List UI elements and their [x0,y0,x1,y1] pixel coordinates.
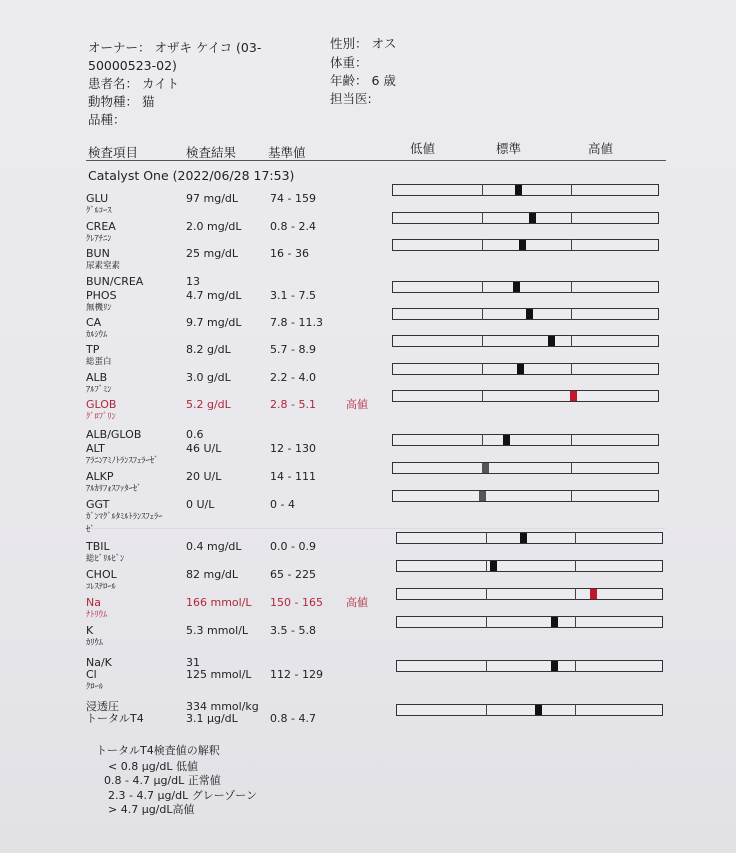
test-code: GGT [86,498,110,511]
value-marker [551,661,558,671]
test-code: PHOS [86,289,117,302]
range-bar [392,239,659,251]
reference-range: 74 - 159 [270,192,316,205]
range-bar [392,184,659,196]
test-result: 166 mmol/L [186,596,252,609]
range-bar-divider [486,660,487,672]
test-code: ALB [86,371,108,384]
value-marker [513,282,520,292]
range-bar-divider [482,239,483,251]
test-name: 尿素窒素 [86,261,121,271]
test-result: 125 mmol/L [186,668,252,681]
value-marker [535,705,542,715]
test-result: 2.0 mg/dL [186,220,242,233]
reference-range: 0.8 - 2.4 [270,220,316,233]
test-name: ﾅﾄﾘｳﾑ [86,610,108,620]
test-result: 334 mmol/kg [186,700,259,713]
range-bar [392,335,659,347]
test-name: ｱﾗﾆﾝｱﾐﾉﾄﾗﾝｽﾌｪﾗｰｾﾞ [86,456,159,466]
test-name: ｸﾞﾙｺｰｽ [86,206,112,216]
range-bar-divider [575,532,576,544]
range-bar-divider [482,184,483,196]
test-code: CHOL [86,568,117,581]
range-bar-divider [575,660,576,672]
value-marker [548,336,555,346]
test-code: Na [86,596,101,609]
t4-note-line: < 0.8 µg/dL 低値 [108,760,198,773]
reference-range: 0.8 - 4.7 [270,712,316,725]
test-code: BUN/CREA [86,275,144,288]
test-result: 9.7 mg/dL [186,316,242,329]
range-bar-divider [482,335,483,347]
range-bar [396,560,663,572]
patient-name: 患者名： カイト [88,76,180,91]
range-bar [392,308,659,320]
t4-note-line: 0.8 - 4.7 µg/dL 正常値 [104,774,221,787]
test-result: 0 U/L [186,498,215,511]
reference-range: 0.0 - 0.9 [270,540,316,553]
paper-fold [86,528,666,529]
range-bar-divider [571,308,572,320]
reference-range: 7.8 - 11.3 [270,316,323,329]
test-name: ｺﾚｽﾃﾛｰﾙ [86,582,116,592]
range-bar-divider [482,390,483,402]
value-marker [515,185,522,195]
value-marker [520,533,527,543]
test-name: ｶﾘｳﾑ [86,638,104,648]
t4-note-title: トータルT4検査値の解釈 [96,744,220,757]
range-bar [392,212,659,224]
range-bar-divider [482,212,483,224]
value-marker [529,213,536,223]
value-marker [479,491,486,501]
test-code: K [86,624,94,637]
test-result: 0.4 mg/dL [186,540,242,553]
test-code: ALB/GLOB [86,428,142,441]
test-result: 5.3 mmol/L [186,624,249,637]
test-result: 31 [186,656,200,669]
test-name: ｸﾚｱﾁﾆﾝ [86,234,112,244]
reference-range: 65 - 225 [270,568,316,581]
range-bar-divider [571,239,572,251]
high-flag: 高値 [346,398,368,411]
test-code: GLOB [86,398,117,411]
range-bar-divider [486,704,487,716]
test-result: 0.6 [186,428,204,441]
t4-note-line: 2.3 - 4.7 µg/dL グレーゾーン [108,789,258,802]
test-name: 無機ﾘﾝ [86,303,112,313]
reference-range: 0 - 4 [270,498,295,511]
reference-range: 5.7 - 8.9 [270,343,316,356]
reference-range: 12 - 130 [270,442,316,455]
range-bar [396,616,663,628]
test-name: ｶﾞﾝﾏｸﾞﾙﾀﾐﾙﾄﾗﾝｽﾌｪﾗｰ [86,512,163,522]
range-bar-divider [575,704,576,716]
test-code: GLU [86,192,109,205]
range-bar-divider [482,308,483,320]
test-code: 浸透圧 [86,700,119,713]
range-bar-divider [486,588,487,600]
section-title: Catalyst One (2022/06/28 17:53) [88,168,295,183]
owner-label: オーナー： オザキ ケイコ (03- [88,40,262,55]
range-bar-divider [571,212,572,224]
range-bar [396,532,663,544]
reference-range: 150 - 165 [270,596,323,609]
range-bar-divider [571,184,572,196]
col-item: 検査項目 [88,145,139,160]
test-name: ｱﾙｶﾘﾌｫｽﾌｧﾀｰｾﾞ [86,484,142,494]
t4-note-line: > 4.7 µg/dL高値 [108,803,195,816]
test-result: 4.7 mg/dL [186,289,242,302]
value-marker [490,561,497,571]
range-bar-divider [486,532,487,544]
range-bar-divider [571,363,572,375]
test-code: TP [86,343,100,356]
age: 年齢： 6 歳 [330,73,396,88]
attending-vet: 担当医: [330,91,372,106]
col-high: 高値 [588,141,614,156]
test-name: ｶﾙｼｳﾑ [86,330,108,340]
test-name: 総蛋白 [86,357,112,367]
range-bar-divider [575,616,576,628]
test-name-cont: ｾﾞ [86,525,95,535]
test-code: ALKP [86,470,114,483]
range-bar [396,660,663,672]
reference-range: 3.1 - 7.5 [270,289,316,302]
range-bar [392,363,659,375]
test-code: トータルT4 [86,712,144,725]
col-low: 低値 [410,141,436,156]
reference-range: 14 - 111 [270,470,316,483]
range-bar-divider [571,490,572,502]
test-code: Na/K [86,656,112,669]
value-marker [517,364,524,374]
sex: 性別： オス [330,36,397,51]
col-result: 検査結果 [186,145,237,160]
test-result: 5.2 g/dL [186,398,231,411]
value-marker [519,240,526,250]
range-bar-divider [482,434,483,446]
value-marker [482,463,489,473]
value-marker [590,589,597,599]
test-name: 総ﾋﾞﾘﾙﾋﾞﾝ [86,554,125,564]
range-bar-divider [486,560,487,572]
test-code: BUN [86,247,110,260]
test-result: 3.1 µg/dL [186,712,238,725]
header-rule [86,160,666,161]
test-result: 82 mg/dL [186,568,239,581]
owner-id-continued: 50000523-02) [88,58,177,73]
range-bar-divider [486,616,487,628]
value-marker [551,617,558,627]
range-bar-divider [571,335,572,347]
reference-range: 16 - 36 [270,247,309,260]
species: 動物種： 猫 [88,94,155,109]
value-marker [503,435,510,445]
test-code: Cl [86,668,97,681]
col-reference: 基準値 [268,145,306,160]
weight: 体重： [330,55,368,70]
range-bar-divider [482,363,483,375]
range-bar [392,281,659,293]
test-result: 25 mg/dL [186,247,239,260]
test-code: ALT [86,442,105,455]
range-bar [396,588,663,600]
breed: 品種： [88,112,126,127]
test-name: ｱﾙﾌﾞﾐﾝ [86,385,112,395]
range-bar-divider [482,281,483,293]
test-name: ｸﾞﾛﾌﾞﾘﾝ [86,412,116,422]
range-bar [392,462,659,474]
range-bar [392,434,659,446]
test-result: 46 U/L [186,442,222,455]
range-bar-divider [571,462,572,474]
test-name: ｸﾛｰﾙ [86,682,104,692]
value-marker [570,391,577,401]
test-code: TBIL [86,540,110,553]
reference-range: 2.2 - 4.0 [270,371,316,384]
range-bar-divider [571,281,572,293]
col-normal: 標準 [496,141,522,156]
reference-range: 3.5 - 5.8 [270,624,316,637]
range-bar-divider [575,560,576,572]
range-bar [392,490,659,502]
test-code: CA [86,316,102,329]
test-result: 8.2 g/dL [186,343,231,356]
high-flag: 高値 [346,596,368,609]
range-bar-divider [571,434,572,446]
test-result: 97 mg/dL [186,192,239,205]
range-bar [392,390,659,402]
value-marker [526,309,533,319]
test-result: 13 [186,275,200,288]
test-result: 3.0 g/dL [186,371,231,384]
test-result: 20 U/L [186,470,222,483]
test-code: CREA [86,220,116,233]
range-bar [396,704,663,716]
range-bar-divider [575,588,576,600]
reference-range: 112 - 129 [270,668,323,681]
reference-range: 2.8 - 5.1 [270,398,316,411]
